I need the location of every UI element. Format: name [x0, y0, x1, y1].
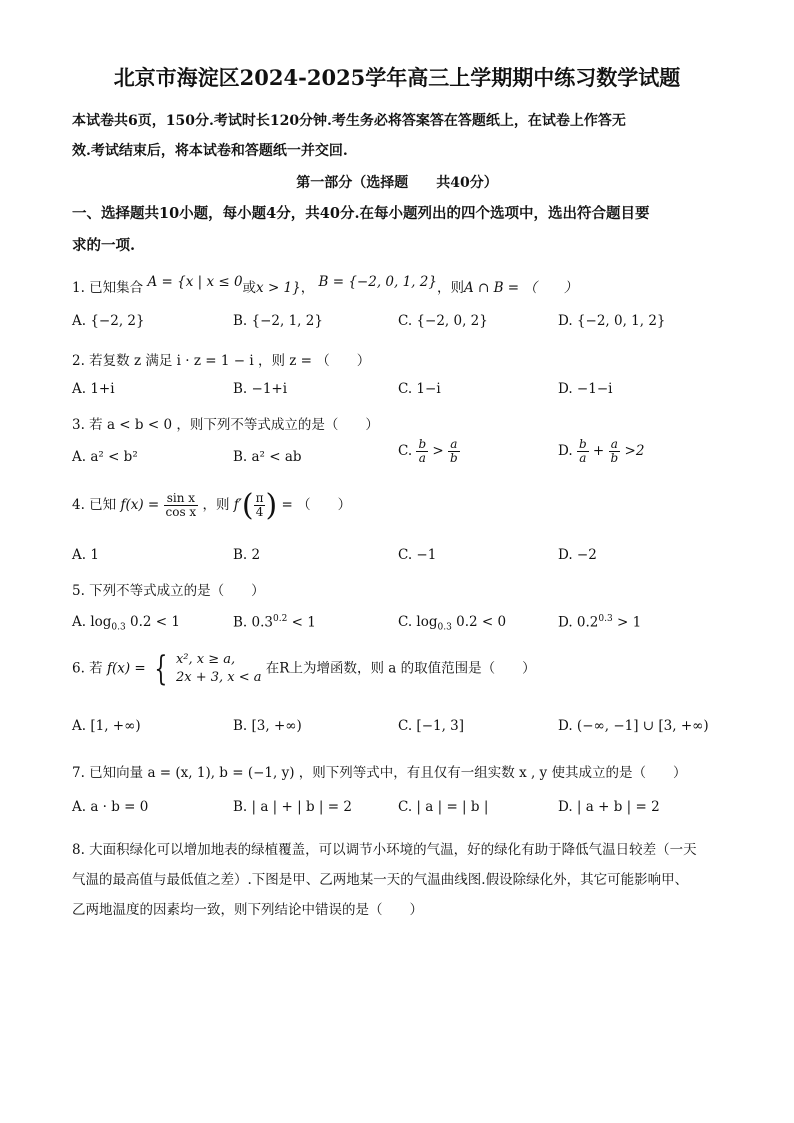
q4-option-c: C. −1 [398, 547, 437, 563]
q2-option-c: C. 1−i [398, 381, 441, 397]
q6-brace: { [154, 649, 168, 689]
q4-fraction: $\frac{\text{sin x}}{\text{cos x}}$ [165, 491, 197, 519]
q7-option-b: B. | a | + | b | = 2 [233, 799, 352, 815]
q1-prefix: 1. 已知集合 [72, 280, 144, 296]
q1-set-a-tail: x > 1} [256, 280, 301, 296]
q4-option-a: A. 1 [72, 547, 99, 563]
q1-ask: A ∩ B = （ ） [463, 280, 578, 296]
q1-option-a: A. {−2, 2} [72, 313, 145, 329]
q3d-frac-b-over-a: $\frac{b}{a}$ [578, 437, 587, 465]
exam-title: 北京市海淀区2024-2025学年高三上学期期中练习数学试题 [113, 65, 681, 90]
q6-option-b: B. [3, +∞) [233, 718, 302, 734]
q5b-exponent: 0.2 [272, 614, 288, 624]
section-instruction-line-2: 求的一项. [72, 237, 136, 254]
q5-option-b: B. $0.3^{0.2} < 1$ [233, 614, 316, 631]
q6-case-2: 2x + 3, x < a [175, 670, 262, 685]
intro-line-1: 本试卷共6页，150分.考试时长120分钟.考生务必将答案答在答题纸上，在试卷上作答无 [72, 113, 626, 129]
q1-or: 或 [242, 280, 257, 296]
q4-option-d: D. −2 [558, 547, 597, 563]
q3-option-a: A. a² < b² [72, 449, 138, 465]
intro-line-2: 效.考试结束后，将本试卷和答题纸一并交回. [72, 143, 348, 159]
question-4-stem: 4. 已知 f(x) = $\frac{\text{sin x}}{\text{cos x}}$ ，则 f′( $\frac{\pi}{4}$ ) = （ ） [72, 488, 352, 523]
question-7-stem: 7. 已知向量 a = (x, 1), b = (−1, y) ，则下列等式中，有且仅有一组实数 x , y 使其成立的是（ ） [72, 765, 687, 781]
q1-option-d: D. {−2, 0, 1, 2} [558, 313, 666, 329]
q2-option-d: D. −1−i [558, 381, 613, 397]
part-one-heading: 第一部分（选择题 共40分） [296, 175, 498, 191]
q6-option-a: A. [1, +∞) [72, 718, 141, 734]
q6-tail: 在R上为增函数，则 a 的取值范围是（ ） [265, 660, 536, 677]
question-5-stem: 5. 下列不等式成立的是（ ） [72, 583, 265, 599]
question-2-stem: 2. 若复数 z 满足 i · z = 1 − i ，则 z = （ ） [72, 353, 371, 369]
q6-cases [176, 651, 262, 687]
q4-pi-over-4: $\frac{\pi}{4}$ [255, 491, 264, 519]
q5c-base: 0.3 [437, 622, 452, 633]
section-instruction-line-1: 一、选择题共10小题，每小题4分，共40分.在每小题列出的四个选项中，选出符合题目要 [72, 205, 650, 222]
q7-option-c: C. | a | = | b | [398, 799, 489, 815]
q3-option-b: B. a² < ab [233, 449, 302, 465]
q5-option-a: A. $\log_{0.3} 0.2 < 1$ [72, 614, 180, 633]
q2-option-b: B. −1+i [233, 381, 288, 397]
q6-option-c: C. [−1, 3] [398, 718, 465, 734]
q6-f-def: f(x) = [106, 660, 146, 677]
question-3-stem: 3. 若 a < b < 0 ，则下列不等式成立的是（ ） [72, 417, 379, 433]
q7-option-a: A. a · b = 0 [72, 799, 149, 815]
q5a-base: 0.3 [111, 622, 126, 633]
q5-option-c: C. $\log_{0.3} 0.2 < 0$ [398, 614, 507, 633]
q4-then: ，则 [202, 497, 230, 513]
q3-option-d-label: D. [558, 443, 573, 459]
q3-option-c-label: C. [398, 443, 413, 459]
question-6-stem [72, 651, 536, 687]
q3c-frac-a-over-b: $\frac{a}{b}$ [450, 437, 458, 465]
q1-set-a: A = {x | x ≤ 0 [147, 274, 243, 290]
q6-case-1: x², x ≥ a, [175, 652, 236, 667]
question-8-line-3: 乙两地温度的因素均一致，则下列结论中错误的是（ ） [72, 902, 423, 918]
q3-option-d: D. $\frac{b}{a}$ + $\frac{a}{b}$ >2 [558, 437, 645, 465]
q7-option-d: D. | a + b | = 2 [558, 799, 660, 815]
q6-prefix: 6. 若 [72, 660, 103, 677]
q1-option-c: C. {−2, 0, 2} [398, 313, 488, 329]
q4-option-b: B. 2 [233, 547, 261, 563]
q1-then: ，则 [436, 280, 464, 296]
question-8-line-2: 气温的最高值与最低值之差）.下图是甲、乙两地某一天的气温曲线图.假设除绿化外，其它可能影响甲、 [72, 872, 689, 888]
q6-option-d: D. (−∞, −1] ∪ [3, +∞) [558, 718, 709, 734]
q1-option-b: B. {−2, 1, 2} [233, 313, 323, 329]
q5-option-d: D. $0.2^{0.3} > 1$ [558, 614, 642, 631]
q2-option-a: A. 1+i [72, 381, 115, 397]
q4-prefix: 4. 已知 [72, 497, 117, 513]
q4-ask: = （ ） [281, 497, 352, 513]
question-1-stem: 1. 已知集合 A = {x | x ≤ 0或x > 1}， B = {−2, 0, 1, 2}，则A ∩ B = （ ） [72, 274, 578, 296]
question-8-line-1: 8. 大面积绿化可以增加地表的绿植覆盖，可以调节小环境的气温，好的绿化有助于降低气温日较差（一天 [72, 842, 697, 858]
q3d-frac-a-over-b: $\frac{a}{b}$ [610, 437, 619, 465]
q3c-frac-b-over-a: $\frac{b}{a}$ [418, 437, 427, 465]
q4-f-prime: f′ [233, 497, 242, 513]
q3-option-c: C. $\frac{b}{a}$ > $\frac{a}{b}$ [398, 437, 458, 465]
q5d-exponent: 0.3 [598, 614, 613, 624]
q1-set-b: B = {−2, 0, 1, 2} [318, 274, 437, 290]
q4-f-def: f(x) = [120, 497, 160, 513]
